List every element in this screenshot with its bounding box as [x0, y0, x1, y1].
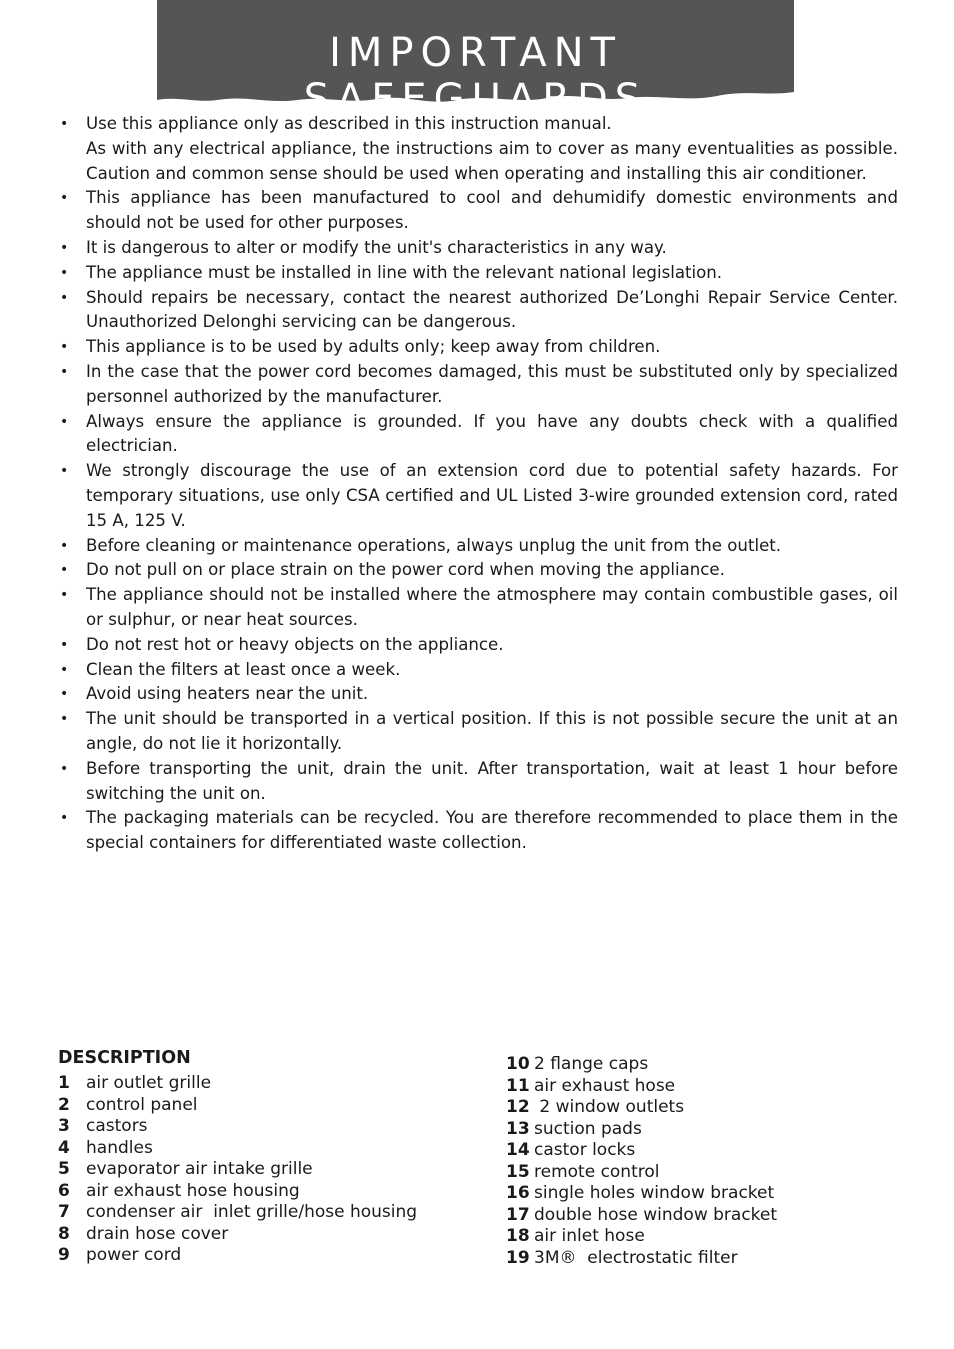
description-item [506, 1205, 777, 1227]
description-item [506, 1248, 777, 1270]
item-label: suction pads [534, 1118, 642, 1139]
description-item [506, 1097, 777, 1119]
safeguard-item [58, 707, 898, 757]
item-label: remote control [534, 1161, 660, 1182]
safeguard-item [58, 410, 898, 460]
item-label: castors [86, 1116, 148, 1136]
safeguard-text: Do not rest hot or heavy objects on the appliance. [86, 634, 504, 654]
item-label: 2 flange caps [534, 1054, 649, 1074]
item-label: air exhaust hose housing [86, 1180, 300, 1201]
item-label: double hose window bracket [534, 1204, 778, 1225]
bullet-icon: • [60, 339, 69, 356]
item-label: evaporator air intake grille [86, 1159, 313, 1179]
item-number: 7 [58, 1202, 70, 1222]
safeguard-text: In the case that the power cord becomes damaged, this must be substituted only by specialized personnel authorized by the manufacturer. [86, 361, 898, 406]
bullet-icon: • [60, 463, 69, 480]
safeguard-text: Do not pull on or place strain on the power cord when moving the appliance. [86, 560, 725, 580]
safeguard-text: It is dangerous to alter or modify the unit's characteristics in any way. [86, 237, 667, 257]
item-number: 17 [506, 1204, 530, 1225]
item-number: 1 [58, 1073, 70, 1093]
bullet-icon: • [60, 587, 69, 604]
item-number: 10 [506, 1054, 530, 1074]
item-number: 11 [506, 1075, 530, 1096]
description-item [58, 1138, 417, 1160]
bullet-icon: • [60, 636, 69, 653]
description-item [506, 1162, 777, 1184]
item-label: drain hose cover [86, 1223, 229, 1244]
description-item [58, 1116, 417, 1138]
safeguard-text: Use this appliance only as described in this instruction manual. As with any electrical appliance, the instructions aim to cover as many eventualities as possible. Caution and common sense should be used when operating and installing this air conditioner. [86, 114, 898, 183]
description-item [58, 1073, 417, 1095]
item-label: power cord [86, 1245, 182, 1265]
bullet-icon: • [60, 562, 69, 579]
page-title: IMPORTANT SAFEGUARDS [303, 30, 648, 122]
item-label: air exhaust hose [534, 1075, 676, 1096]
safeguard-text: The appliance should not be installed where the atmosphere may contain combustible gases, oil or sulphur, or near heat sources. [86, 585, 898, 629]
safeguard-text: The appliance must be installed in line with the relevant national legislation. [86, 262, 723, 282]
item-number: 6 [58, 1180, 70, 1201]
item-number: 9 [58, 1245, 70, 1265]
bullet-icon: • [60, 190, 69, 207]
item-number: 16 [506, 1183, 530, 1203]
safeguard-item [58, 682, 898, 707]
description-item [58, 1202, 417, 1224]
item-number: 4 [58, 1137, 70, 1158]
item-label: air outlet grille [86, 1073, 212, 1093]
bullet-icon: • [60, 711, 69, 728]
safeguard-text: Always ensure the appliance is grounded. If you have any doubts check with a qualified electrician. [86, 411, 898, 456]
description-title: DESCRIPTION [58, 1048, 191, 1068]
safeguard-text: We strongly discourage the use of an extension cord due to potential safety hazards. For temporary situations, use only CSA certified and UL Listed 3-wire grounded extension cord, rated 15 A, 125 V. [86, 461, 898, 530]
item-label: control panel [86, 1094, 198, 1115]
safeguard-item [58, 459, 898, 533]
description-item [506, 1076, 777, 1098]
bullet-icon: • [60, 537, 69, 554]
bullet-icon: • [60, 289, 69, 306]
safeguard-item [58, 186, 898, 236]
safeguard-text: Avoid using heaters near the unit. [86, 684, 369, 704]
item-label: single holes window bracket [534, 1183, 775, 1203]
item-number: 3 [58, 1116, 70, 1136]
bullet-icon: • [60, 760, 69, 777]
safeguard-item [58, 757, 898, 807]
safeguard-item [58, 633, 898, 658]
item-number: 19 [506, 1247, 530, 1268]
safeguard-item [58, 658, 898, 683]
item-number: 5 [58, 1159, 70, 1179]
safeguard-item [58, 360, 898, 410]
description-item [506, 1140, 777, 1162]
safeguard-item [58, 806, 898, 856]
item-label: castor locks [534, 1140, 636, 1160]
description-item [506, 1183, 777, 1205]
description-column-2 [506, 1054, 777, 1269]
item-number: 15 [506, 1161, 530, 1182]
bullet-icon: • [60, 661, 69, 678]
safeguards-list [58, 112, 898, 856]
safeguard-item [58, 534, 898, 559]
safeguard-item [58, 286, 898, 336]
description-item [58, 1181, 417, 1203]
description-item [58, 1095, 417, 1117]
bullet-icon: • [60, 116, 69, 132]
description-item [506, 1119, 777, 1141]
bullet-icon: • [60, 686, 69, 703]
safeguard-text: Should repairs be necessary, contact the nearest authorized De’Longhi Repair Service Center. Unauthorized Delonghi servicing can be dangerous. [86, 287, 898, 332]
item-label: 3M® electrostatic filter [534, 1247, 738, 1268]
item-number: 13 [506, 1118, 530, 1139]
safeguard-text: This appliance is to be used by adults only; keep away from children. [86, 337, 661, 357]
safeguard-text: This appliance has been manufactured to cool and dehumidify domestic environments and should not be used for other purposes. [86, 188, 898, 233]
item-number: 8 [58, 1223, 70, 1244]
bullet-icon: • [60, 413, 69, 430]
safeguard-text: The unit should be transported in a vertical position. If this is not possible secure the unit at an angle, do not lie it horizontally. [86, 709, 898, 753]
item-number: 18 [506, 1226, 530, 1246]
description-item [58, 1224, 417, 1246]
safeguard-item [58, 112, 898, 186]
item-number: 14 [506, 1140, 530, 1160]
item-label: condenser air inlet grille/hose housing [86, 1202, 418, 1222]
safeguard-text: Before cleaning or maintenance operations, always unplug the unit from the outlet. [86, 535, 782, 555]
item-label: air inlet hose [534, 1226, 645, 1246]
bullet-icon: • [60, 264, 69, 281]
description-item [58, 1245, 417, 1267]
safeguard-text: Before transporting the unit, drain the unit. After transportation, wait at least 1 hour before switching the unit on. [86, 758, 898, 803]
safeguard-item [58, 335, 898, 360]
safeguard-text: The packaging materials can be recycled. You are therefore recommended to place them in the special containers for differentiated waste collection. [86, 808, 898, 853]
item-label: handles [86, 1137, 153, 1158]
bullet-icon: • [60, 363, 69, 380]
bullet-icon: • [60, 239, 69, 256]
safeguard-item [58, 236, 898, 261]
item-label: 2 window outlets [534, 1097, 685, 1117]
safeguard-item [58, 558, 898, 583]
safeguard-item [58, 261, 898, 286]
description-item [506, 1226, 777, 1248]
description-item [506, 1054, 777, 1076]
bullet-icon: • [60, 810, 69, 827]
title-banner [157, 0, 794, 122]
description-column-1 [58, 1073, 417, 1267]
safeguard-text: Clean the filters at least once a week. [86, 659, 401, 679]
description-item [58, 1159, 417, 1181]
item-number: 2 [58, 1094, 70, 1115]
item-number: 12 [506, 1097, 530, 1117]
safeguard-item [58, 583, 898, 633]
